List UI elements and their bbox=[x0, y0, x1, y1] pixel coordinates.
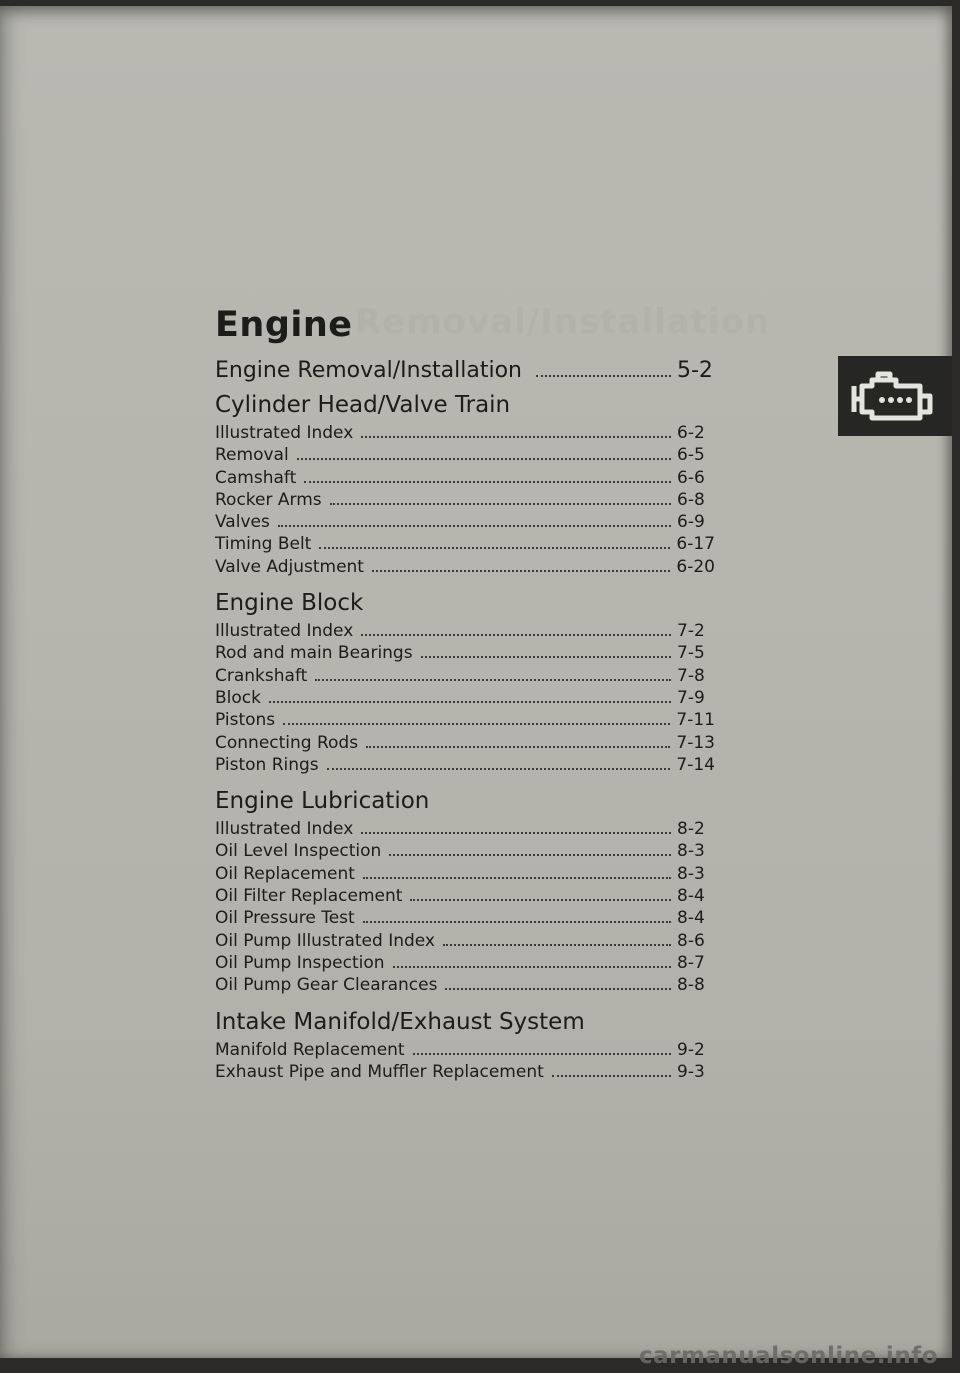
toc-entry[interactable] bbox=[215, 489, 715, 511]
toc-entry-label: Illustrated Index bbox=[215, 621, 354, 642]
toc-entry[interactable] bbox=[215, 732, 715, 754]
toc-entry[interactable] bbox=[215, 642, 715, 664]
toc-entry-label: Oil Pump Inspection bbox=[215, 952, 385, 973]
section-title-engine-lubrication: Engine Lubrication bbox=[215, 788, 430, 815]
toc-entry-page: 6-2 bbox=[677, 423, 705, 443]
dot-leader bbox=[421, 656, 671, 658]
toc-entry-label: Rod and main Bearings bbox=[215, 643, 413, 664]
toc-entry-page: 7-13 bbox=[676, 732, 715, 753]
dot-leader bbox=[361, 832, 671, 834]
toc-entry-label: Piston Rings bbox=[215, 754, 319, 775]
toc-entry-label: Manifold Replacement bbox=[215, 1039, 405, 1060]
dot-leader bbox=[304, 481, 671, 483]
toc-entry[interactable] bbox=[215, 467, 715, 489]
dot-leader bbox=[297, 458, 671, 460]
page-title: Engine bbox=[215, 305, 353, 345]
section-title-intake-exhaust: Intake Manifold/Exhaust System bbox=[215, 1008, 585, 1035]
toc-entry-label: Timing Belt bbox=[215, 534, 312, 555]
dot-leader bbox=[443, 944, 671, 946]
dot-leader bbox=[269, 701, 671, 703]
toc-entry[interactable] bbox=[215, 754, 715, 776]
toc-entry-label: Pistons bbox=[215, 710, 276, 731]
toc-entry[interactable] bbox=[215, 620, 715, 642]
toc-entry-label: Camshaft bbox=[215, 467, 297, 488]
toc-entry-page: 9-3 bbox=[677, 1061, 705, 1082]
dot-leader bbox=[361, 634, 671, 636]
toc-entry-page: 6-9 bbox=[677, 512, 705, 533]
toc-entry-page: 6-6 bbox=[677, 467, 705, 488]
toc-entry-page: 8-2 bbox=[677, 819, 705, 840]
toc-entry-label: Illustrated Index bbox=[215, 423, 354, 443]
dot-leader bbox=[410, 899, 671, 901]
toc-entry-page: 8-8 bbox=[677, 975, 705, 996]
dot-leader bbox=[552, 1075, 671, 1077]
toc-entry[interactable] bbox=[215, 533, 715, 555]
toc-entry[interactable] bbox=[215, 1061, 715, 1083]
toc-entry-page: 8-6 bbox=[677, 930, 705, 951]
dot-leader bbox=[366, 746, 670, 748]
toc-entry[interactable] bbox=[215, 1039, 715, 1061]
toc-entry-label: Exhaust Pipe and Muffler Replacement bbox=[215, 1061, 544, 1082]
toc-entry[interactable] bbox=[215, 974, 715, 996]
toc-entry[interactable] bbox=[215, 840, 715, 862]
manual-page bbox=[0, 6, 952, 1358]
toc-entry-label: Oil Replacement bbox=[215, 863, 355, 884]
dot-leader bbox=[319, 547, 670, 549]
toc-entry-page: 6-20 bbox=[676, 556, 715, 577]
toc-entry-page: 7-11 bbox=[676, 710, 715, 731]
toc-entry[interactable] bbox=[215, 422, 715, 444]
dot-leader bbox=[283, 723, 670, 725]
toc-entry-label: Illustrated Index bbox=[215, 819, 354, 840]
toc-entry-page: 8-3 bbox=[677, 841, 705, 862]
dot-leader bbox=[278, 525, 671, 527]
toc-entry-page: 5-2 bbox=[677, 358, 713, 383]
toc-entry-page: 8-3 bbox=[677, 863, 705, 884]
toc-entry-label: Connecting Rods bbox=[215, 732, 359, 753]
toc-entry-label: Oil Pressure Test bbox=[215, 908, 355, 929]
toc-entry[interactable] bbox=[215, 930, 715, 952]
dot-leader bbox=[315, 679, 671, 681]
dot-leader bbox=[361, 436, 671, 438]
toc-entry-label: Removal bbox=[215, 445, 289, 466]
dot-leader bbox=[536, 375, 671, 377]
toc-entry[interactable] bbox=[215, 907, 715, 929]
toc-entry[interactable] bbox=[215, 687, 715, 709]
toc-entry[interactable] bbox=[215, 709, 715, 731]
toc-entry-label: Engine Removal/Installation bbox=[215, 358, 522, 383]
toc-entry-page: 8-7 bbox=[677, 952, 705, 973]
dot-leader bbox=[327, 768, 671, 770]
toc-entry-page: 7-8 bbox=[677, 665, 705, 686]
dot-leader bbox=[393, 966, 671, 968]
section-title-cylinder-head: Cylinder Head/Valve Train bbox=[215, 392, 511, 418]
toc-entry[interactable] bbox=[215, 863, 715, 885]
toc-entry[interactable] bbox=[215, 885, 715, 907]
toc-entry-label: Oil Pump Illustrated Index bbox=[215, 930, 435, 951]
dot-leader bbox=[363, 921, 671, 923]
toc-entry[interactable] bbox=[215, 511, 715, 533]
toc-entry-label: Valve Adjustment bbox=[215, 556, 364, 577]
toc-entry-page: 7-2 bbox=[677, 621, 705, 642]
toc-entry[interactable] bbox=[215, 818, 715, 840]
toc-entry-label: Crankshaft bbox=[215, 665, 308, 686]
section-tab[interactable] bbox=[838, 356, 952, 436]
toc-entry-label: Rocker Arms bbox=[215, 489, 322, 510]
toc-entry-page: 8-4 bbox=[677, 908, 705, 929]
toc-entry-page: 7-14 bbox=[676, 754, 715, 775]
toc-entry-engine-removal[interactable] bbox=[215, 354, 715, 388]
toc-entry-page: 7-5 bbox=[677, 643, 705, 664]
toc-entry-label: Oil Filter Replacement bbox=[215, 886, 403, 907]
toc-entry-label: Valves bbox=[215, 512, 270, 533]
toc-entry-page: 9-2 bbox=[677, 1039, 705, 1060]
dot-leader bbox=[445, 988, 671, 990]
toc-entry-page: 6-8 bbox=[677, 489, 705, 510]
watermark-text: carmanualsonline.info bbox=[638, 1343, 938, 1369]
toc-entry[interactable] bbox=[215, 665, 715, 687]
toc-entry-page: 6-17 bbox=[676, 534, 715, 555]
dot-leader bbox=[363, 877, 671, 879]
section-title-engine-block: Engine Block bbox=[215, 590, 364, 617]
dot-leader bbox=[372, 570, 670, 572]
toc-entry-label: Oil Pump Gear Clearances bbox=[215, 975, 438, 996]
toc-entry[interactable] bbox=[215, 952, 715, 974]
dot-leader bbox=[389, 854, 671, 856]
toc-entry-page: 6-5 bbox=[677, 445, 705, 466]
toc-entry-label: Block bbox=[215, 687, 261, 708]
toc-entry[interactable] bbox=[215, 444, 715, 466]
table-of-contents bbox=[215, 302, 715, 1083]
toc-entry-label: Oil Level Inspection bbox=[215, 841, 382, 862]
ghost-bleedthrough-text: Removal/Installation bbox=[355, 302, 771, 342]
toc-entry-page: 7-9 bbox=[677, 687, 705, 708]
toc-entry[interactable] bbox=[215, 556, 715, 578]
dot-leader bbox=[413, 1053, 671, 1055]
toc-entry-page: 8-4 bbox=[677, 886, 705, 907]
dot-leader bbox=[330, 503, 671, 505]
